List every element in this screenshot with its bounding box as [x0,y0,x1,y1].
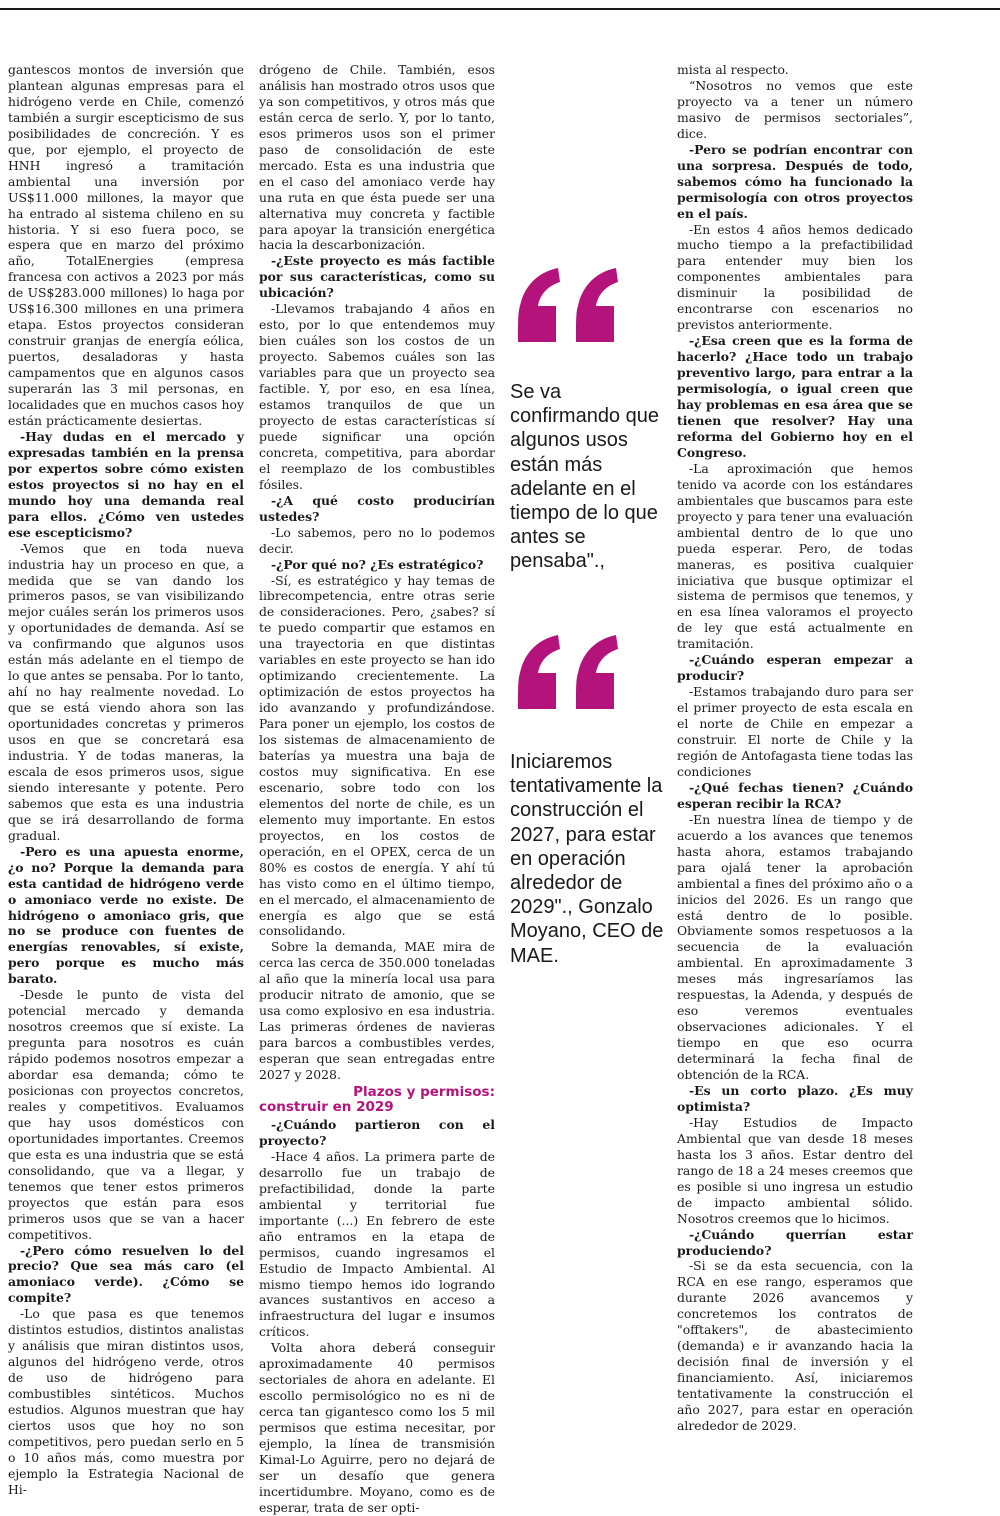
body-paragraph: -Vemos que en toda nueva industria hay un proceso en que, a medida que se van dando los primeros pasos, se van visibilizando mejor cuáles serán los primeros usos y oportunidades de demanda. Así se va confirmando que algunos usos están más adelante en el tiempo de lo que antes se pensaba. Por lo tanto, ahí no hay realmente novedad. Lo que se está viendo ahora son las oportunidades concretas y primeros usos en que se concretará esa industria. Y de todas maneras, la escala de esos primeros usos, sigue siendo interesante y potente. Pero sabemos que esta es una industria que se irá desarrollando de forma gradual. [8,540,244,843]
interview-question: -Pero es una apuesta enorme, ¿o no? Porque la demanda para esta cantidad de hidrógeno verde o amoniaco verde no existe. De hidrógeno o amoniaco gris, que no se produce con fuentes de energías renovables, sí existe, pero porque es mucho más barato. [8,843,244,987]
interview-question: -¿Esa creen que es la forma de hacerlo? ¿Hace todo un trabajo preventivo largo, para entrar a la permisología, o igual creen que hay problemas en esa área que se tienen que resolver? Hay una reforma del Gobierno hoy en el Congreso. [677,333,913,460]
subheading-line-1: Plazos y permisos: [353,1084,495,1100]
opening-quote-icon [510,627,620,712]
article-column-3 [677,62,913,1434]
interview-question: -Hay dudas en el mercado y expresadas también en la prensa por expertos sobre cómo existen estos proyectos si no hay en el mundo hoy una demanda real para ellos. ¿Cómo ven ustedes ese escepticismo? [8,428,244,540]
interview-question: -¿Este proyecto es más factible por sus características, como su ubicación? [259,253,495,301]
interview-question: -¿A qué costo producirían ustedes? [259,492,495,524]
body-paragraph: -En estos 4 años hemos dedicado mucho tiempo a la prefactibilidad para entender muy bien los componentes ambientales para disminuir la posibilidad de encontrarse con escenarios no previstos anteriormente. [677,221,913,333]
article-column-1 [8,62,244,1497]
body-paragraph: mista al respecto. [677,62,789,77]
body-paragraph: -Desde le punto de vista del potencial mercado y demanda nosotros creemos que sí existe. La pregunta para nosotros es cuán rápido podemos nosotros empezar a abordar esa demanda; cómo te posicionas con proyectos concretos, reales y competitivos. Evaluamos que hay usos domésticos con oportunidades importantes. Creemos que esta es una industria que se está consolidando, que va a llegar, y tenemos que tener estos primeros proyectos que están para esos primeros usos que se van a hacer competitivos. [8,987,244,1242]
body-paragraph: Volta ahora deberá conseguir aproximadamente 40 permisos sectoriales de ahora en adelante. El escollo permisológico no es ni de cerca tan gigantesco como los 5 mil permisos que estima necesitar, por ejemplo, la línea de transmisión Kimal-Lo Aguirre, pero no dejará de ser un desafío que genera incertidumbre. Moyano, como es de esperar, trata de ser opti- [259,1340,495,1515]
interview-question: -¿Por qué no? ¿Es estratégico? [271,556,484,572]
column-2-upper-text [259,62,495,1083]
body-paragraph: -Lo sabemos, pero no lo podemos decir. [259,524,495,556]
opening-quote-icon [510,260,620,345]
body-paragraph: -Sí, es estratégico y hay temas de librecompetencia, entre otras serie de consideraciones. Pero, ¿sabes? sí te puedo compartir que estamos en una trayectoria en que distintas variables en este proyecto se han ido optimizando crecientemente. La optimización de estos proyectos ha ido avanzando y profundizándose. Para poner un ejemplo, los costos de los sistemas de almacenamiento de baterías ya muestra una baja de costos muy significativa. En ese escenario, sobre todo con los elementos del norte de chile, es un elemento muy importante. En estos proyectos, en los costos de operación, en el OPEX, cerca de un 80% es costos de energía. Y ahí tú has visto como en el último tiempo, en el mercado, el almacenamiento de energía es algo que se está consolidando. [259,572,495,939]
subheading-line-2: construir en 2029 [259,1099,394,1115]
pull-quote-1: Se va confirmando que algunos usos están más adelante en el tiempo de lo que antes se pensaba"., [510,381,659,573]
column-2-lower-text [259,1117,495,1516]
body-paragraph: -La aproximación que hemos tenido va acorde con los estándares ambientales que buscamos para este proyecto y para tener una evaluación ambiental dentro de lo que uno pueda esperar. Pero, de todas maneras, es positiva cualquier iniciativa que busque optimizar el sistema de permisos que tenemos, y en esa línea valoramos el proyecto de ley que está actualmente en tramitación. [677,460,913,652]
body-paragraph: -En nuestra línea de tiempo y de acuerdo a los avances que tenemos hasta ahora, estamos trabajando para ojalá tener la aprobación ambiental a fines del próximo año o a inicios del 2026. Es un rango que está dentro de lo posible. Obviamente somos respetuosos a la secuencia de la evaluación ambiental. En aproximadamente 3 meses más ingresaríamos las respuestas, la Adenda, y después de eso veremos eventuales observaciones adicionales. Y el tiempo en que eso ocurra determinará la fecha final de obtención de la RCA. [677,811,913,1083]
body-paragraph: -Estamos trabajando duro para ser el primer proyecto de esta escala en el norte de Chile en empezar a construir. El norte de Chile y la región de Antofagasta tiene todas las condiciones [677,684,913,779]
body-paragraph: -Llevamos trabajando 4 años en esto, por lo que entendemos muy bien cuáles son los costos de un proyecto. Sabemos cuáles son las variables para que un proyecto sea factible. Y, por eso, en esa línea, estamos tranquilos de que un proyecto de estas características sí puede significar una opción concreta, competitiva, para abordar el reemplazo de los combustibles fósiles. [259,301,495,492]
article-column-2 [259,62,495,1515]
interview-question: -¿Qué fechas tienen? ¿Cuándo esperan recibir la RCA? [677,779,913,811]
body-paragraph: gantescos montos de inversión que plantean algunas empresas para el hidrógeno verde en Chile, comenzó también a surgir escepticismo de sus posibilidades de concreción. Y es que, por ejemplo, el proyecto de HNH ingresó a tramitación ambiental una inversión por US$11.000 millones, la mayor que ha entrado al sistema chileno en su historia. Y si eso fuera poco, se espera que en marzo del próximo año, TotalEnergies (empresa francesa con activos a 2023 por más de US$283.000 millones) lo haga por US$16.300 millones en una primera etapa. Estos proyectos consideran construir granjas de energía eólica, puertos, desaladoras y hasta campamentos que en algunos casos superarán las 3 mil personas, en localidades que en muchos casos hoy están prácticamente desiertas. [8,62,244,428]
interview-question: -Pero se podrían encontrar con una sorpresa. Después de todo, sabemos cómo ha funcionado la permisología con otros proyectos en el país. [677,141,913,221]
body-paragraph: -Hace 4 años. La primera parte de desarrollo fue un trabajo de prefactibilidad, donde la parte ambiental y territorial fue importante (...) En febrero de este año entramos en la etapa de permisos, cuando ingresamos el Estudio de Impacto Ambiental. Al mismo tiempo hemos ido logrando avances sustantivos en acceso a infraestructura del lugar e insumos críticos. [259,1148,495,1340]
interview-question: -¿Cuándo esperan empezar a producir? [677,652,913,684]
pull-quote-2: Iniciaremos tentativamente la construcción el 2027, para estar en operación alrededor de 2029"., Gonzalo Moyano, CEO de MAE. [510,751,664,967]
interview-question: -¿Cuándo partieron con el proyecto? [259,1117,495,1148]
section-subheading [259,1085,495,1115]
body-paragraph: -Hay Estudios de Impacto Ambiental que van desde 18 meses hasta los 3 años. Estar dentro del rango de 18 a 24 meses creemos que es posible si uno ingresa un estudio de impacto ambiental sólido. Nosotros creemos que lo hicimos. [677,1114,913,1226]
body-paragraph: -Si se da esta secuencia, con la RCA en ese rango, esperamos que durante 2026 avancemos y concretemos los contratos de "offtakers", de abastecimiento (demanda) e ir avanzando hacia la decisión final de inversión y el financiamiento. Así, iniciaremos tentativamente la construcción el año 2027, para estar en operación alrededor de 2029. [677,1258,913,1434]
body-paragraph: “Nosotros no vemos que este proyecto va a tener un número masivo de permisos sectoriales”, dice. [677,77,913,141]
body-paragraph: -Lo que pasa es que tenemos distintos estudios, distintos analistas y análisis que miran distintos usos, algunos del hidrógeno verde, otros de uso de hidrógeno para combustibles sintéticos. Muchos estudios. Algunos muestran que hay ciertos usos que hoy no son competitivos, pero puedan serlo en 5 o 10 años más, como muestra por ejemplo la Estrategia Nacional de Hi- [8,1306,244,1497]
body-paragraph: Sobre la demanda, MAE mira de cerca las cerca de 350.000 toneladas al año que la minería local usa para producir nitrato de amonio, que se usa como explosivo en esa industria. Las primeras órdenes de navieras para barcos a combustibles verdes, esperan que sean entregadas entre 2027 y 2028. [259,939,495,1083]
interview-question: -¿Cuándo querrían estar produciendo? [677,1226,913,1258]
body-paragraph: drógeno de Chile. También, esos análisis han mostrado otros usos que ya son competitivos, y otros más que están cerca de serlo. Y, por lo tanto, esos primeros usos son el primer paso de consolidación de este mercado. Esta es una industria que en el caso del amoniaco verde hay una ruta en que ésta puede ser una alternativa muy concreta y factible para apoyar la transición energética hacia la descarbonización. [259,62,495,253]
interview-question: -¿Pero cómo resuelven lo del precio? Que sea más caro (el amoniaco verde). ¿Cómo se compite? [8,1242,244,1306]
interview-question: -Es un corto plazo. ¿Es muy optimista? [677,1083,913,1114]
top-rule [0,8,1000,10]
